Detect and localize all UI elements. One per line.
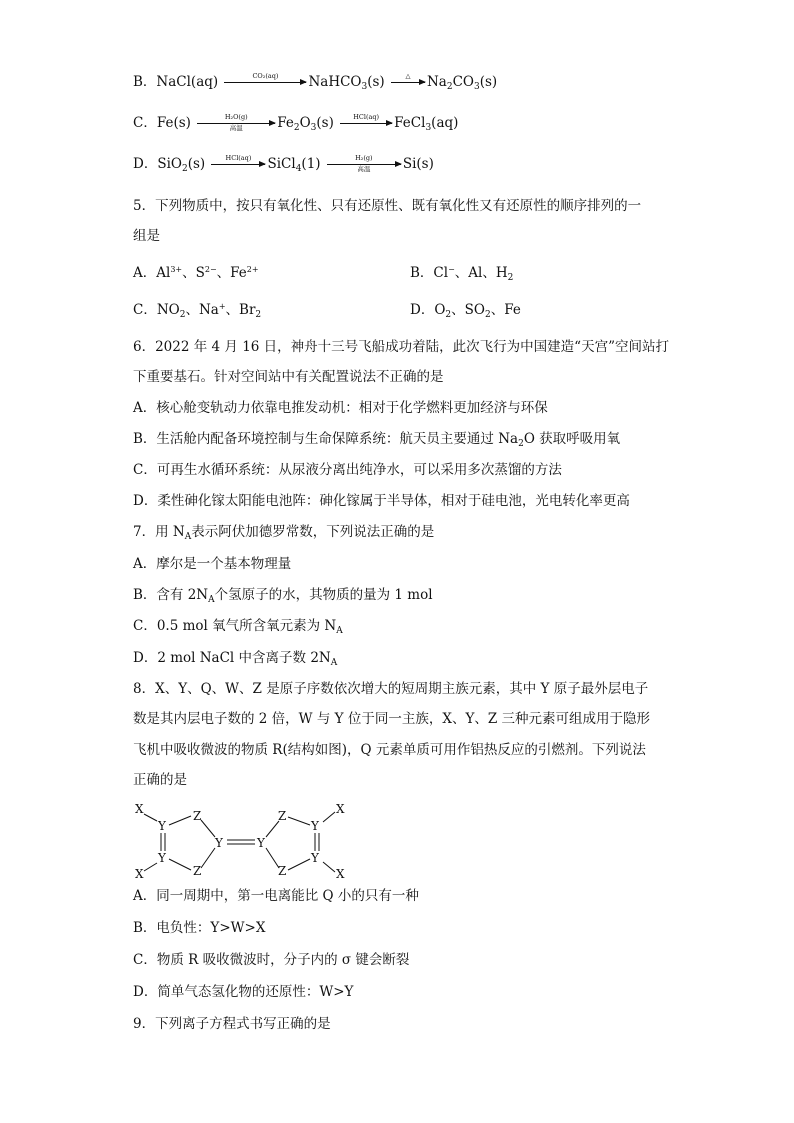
atom-x: X <box>135 867 144 881</box>
subscript: 2 <box>179 310 186 320</box>
product: Si(s) <box>402 156 434 172</box>
separator: 、 <box>185 302 199 318</box>
q4-option-d: D．SiO$_2$(s) HCl(aq) SiCl$_4$(1) H₂(g) 高温 Si(s) <box>133 154 434 174</box>
option-text: O 获取呼吸用氧 <box>523 431 621 447</box>
intermediate: SiCl <box>267 156 296 172</box>
species: Na <box>198 302 219 318</box>
option-text: C．0.5 mol 氧气所含氧元素为 N <box>133 618 337 634</box>
reaction-arrow <box>327 154 401 173</box>
q7-option-b <box>133 585 433 605</box>
option-label: D． <box>410 302 435 318</box>
product: Na <box>426 74 447 90</box>
charge: − <box>448 265 455 274</box>
q7-stem <box>133 522 434 542</box>
subscript: 2 <box>255 310 262 320</box>
q5-option-d <box>410 300 521 320</box>
reactant-state: (s) <box>187 156 206 172</box>
molecule-r-structure <box>133 800 363 882</box>
reaction-arrow <box>197 113 275 132</box>
species: H <box>495 265 508 281</box>
species: Fe <box>504 302 521 318</box>
arrow-condition: 高温 <box>357 165 371 173</box>
arrow-condition: H₂(g) <box>355 154 373 162</box>
stem-text: 7．用 N <box>133 524 185 540</box>
charge: 2− <box>204 265 217 274</box>
q7-option-a: A．摩尔是一个基本物理量 <box>133 556 292 572</box>
subscript: 2 <box>445 310 452 320</box>
separator: 、 <box>182 265 196 281</box>
species: Al <box>156 265 171 281</box>
species: Br <box>239 302 256 318</box>
q5-stem-line2: 组是 <box>133 228 160 244</box>
intermediate-state: (s) <box>316 115 334 131</box>
subscript: A <box>336 626 343 636</box>
q6-option-d: D．柔性砷化镓太阳能电池阵：砷化镓属于半导体，相对于硅电池，光电转化率更高 <box>133 493 630 509</box>
atom-y: Y <box>311 851 319 865</box>
arrow-condition: △ <box>405 72 411 80</box>
atom-z: Z <box>193 864 202 878</box>
q8-stem-line2: 数是其内层电子数的 2 倍，W 与 Y 位于同一主族，X、Y、Z 三种元素可组成用于隐形 <box>133 711 651 727</box>
option-text: B．生活舱内配备环境控制与生命保障系统：航天员主要通过 Na <box>133 431 519 447</box>
atom-y: Y <box>215 836 223 850</box>
option-label: C． <box>133 115 157 131</box>
species: O <box>434 302 446 318</box>
option-text: 个氢原子的水，其物质的量为 1 mol <box>214 587 433 603</box>
subscript: 2 <box>507 273 514 283</box>
q7-option-c <box>133 616 343 636</box>
separator: 、 <box>225 302 240 318</box>
species: S <box>195 265 205 281</box>
charge: 3+ <box>170 265 183 274</box>
species: NO <box>156 302 180 318</box>
reactant: NaCl(aq) <box>156 74 219 90</box>
q5-option-a <box>133 263 259 283</box>
q8-stem-line1: 8．X、Y、Q、W、Z 是原子序数依次增大的短周期主族元素，其中 Y 原子最外层电子 <box>133 681 649 697</box>
separator: 、 <box>482 265 496 281</box>
option-text: B．含有 2N <box>133 587 209 603</box>
q8-option-b: B．电负性：Y>W>X <box>133 920 266 936</box>
subscript: 2 <box>484 310 491 320</box>
q8-option-d: D．简单气态氢化物的还原性：W>Y <box>133 984 354 1000</box>
option-label: A． <box>133 265 157 281</box>
atom-x: X <box>336 867 345 881</box>
intermediate: Fe <box>277 115 294 131</box>
atom-y: Y <box>158 851 166 865</box>
q6-option-a: A．核心舱变轨动力依靠电推发动机：相对于化学燃料更加经济与环保 <box>133 400 548 416</box>
separator: 、 <box>451 302 465 318</box>
intermediate: O <box>299 115 311 131</box>
atom-x: X <box>336 802 345 816</box>
atom-y: Y <box>311 819 319 833</box>
q8-option-a: A．同一周期中，第一电离能比 Q 小的只有一种 <box>133 888 419 904</box>
subscript: A <box>184 532 192 542</box>
subscript: 2 <box>518 439 524 449</box>
atom-z: Z <box>278 809 287 823</box>
reaction-arrow <box>211 154 265 165</box>
option-label: C． <box>133 302 157 318</box>
q8-stem-line3: 飞机中吸收微波的物质 R(结构如图)，Q 元素单质可用作铝热反应的引燃剂。下列说法 <box>133 742 646 758</box>
atom-z: Z <box>278 864 287 878</box>
q6-stem-line1: 6．2022 年 4 月 16 日，神舟十三号飞船成功着陆，此次飞行为中国建造“天宫”空间站打 <box>133 339 669 355</box>
atom-z: Z <box>193 809 202 823</box>
q4-option-b: B．NaCl(aq) CO₂(aq) NaHCO$_3$(s) △ $Na_2CO_3(s)$ <box>133 72 498 92</box>
q6-stem-line2: 下重要基石。针对空间站中有关配置说法不正确的是 <box>133 369 444 385</box>
q5-option-c <box>133 300 261 320</box>
charge: 2+ <box>246 265 259 274</box>
stem-text: 表示阿伏加德罗常数，下列说法正确的是 <box>191 524 435 540</box>
atom-y: Y <box>158 819 166 833</box>
arrow-condition: HCl(aq) <box>353 113 380 121</box>
q6-option-c: C．可再生水循环系统：从尿液分离出纯净水，可以采用多次蒸馏的方法 <box>133 462 562 478</box>
product: CO <box>452 74 474 90</box>
reaction-arrow <box>391 72 425 83</box>
reactant: SiO <box>157 156 182 172</box>
intermediate: NaHCO <box>308 74 362 90</box>
option-label: B． <box>133 74 157 90</box>
intermediate-state: (s) <box>367 74 385 90</box>
product-state: (aq) <box>431 115 459 131</box>
q9-stem-line1: 9．下列离子方程式书写正确的是 <box>133 1016 331 1032</box>
species: Cl <box>433 265 449 281</box>
atom-x: X <box>135 802 144 816</box>
q8-stem-line4: 正确的是 <box>133 772 187 788</box>
arrow-condition: H₂O(g) <box>224 113 248 121</box>
option-label: B． <box>410 265 434 281</box>
product-state: (s) <box>479 74 498 90</box>
separator: 、 <box>216 265 231 281</box>
separator: 、 <box>454 265 469 281</box>
reaction-arrow <box>340 113 392 124</box>
q5-option-b <box>410 263 513 283</box>
species: Al <box>468 265 483 281</box>
q4-option-c: C．Fe(s) H₂O(g) 高温 $Fe_2O_3(s)$ HCl(aq) FeCl$_3$(aq) <box>133 113 459 133</box>
q7-option-d <box>133 648 337 668</box>
species: SO <box>464 302 485 318</box>
bonds <box>144 812 335 872</box>
species: Fe <box>230 265 247 281</box>
arrow-condition: HCl(aq) <box>225 154 252 162</box>
q5-stem-line1: 5．下列物质中，按只有氧化性、只有还原性、既有氧化性又有还原性的顺序排列的一 <box>133 198 642 214</box>
charge: + <box>218 302 226 311</box>
option-label: D． <box>133 156 158 172</box>
q6-option-b <box>133 429 620 449</box>
arrow-condition: 高温 <box>229 124 243 132</box>
arrow-condition: CO₂(aq) <box>252 72 279 80</box>
intermediate-state: (1) <box>301 156 321 172</box>
subscript: A <box>208 595 215 605</box>
reaction-arrow <box>224 72 306 83</box>
atom-y: Y <box>257 836 265 850</box>
subscript: A <box>330 658 338 668</box>
q8-option-c: C．物质 R 吸收微波时，分子内的 σ 键会断裂 <box>133 952 410 968</box>
product: FeCl <box>394 115 426 131</box>
option-text: D．2 mol NaCl 中含离子数 2N <box>133 650 331 666</box>
separator: 、 <box>490 302 505 318</box>
reactant: Fe(s) <box>156 115 191 131</box>
